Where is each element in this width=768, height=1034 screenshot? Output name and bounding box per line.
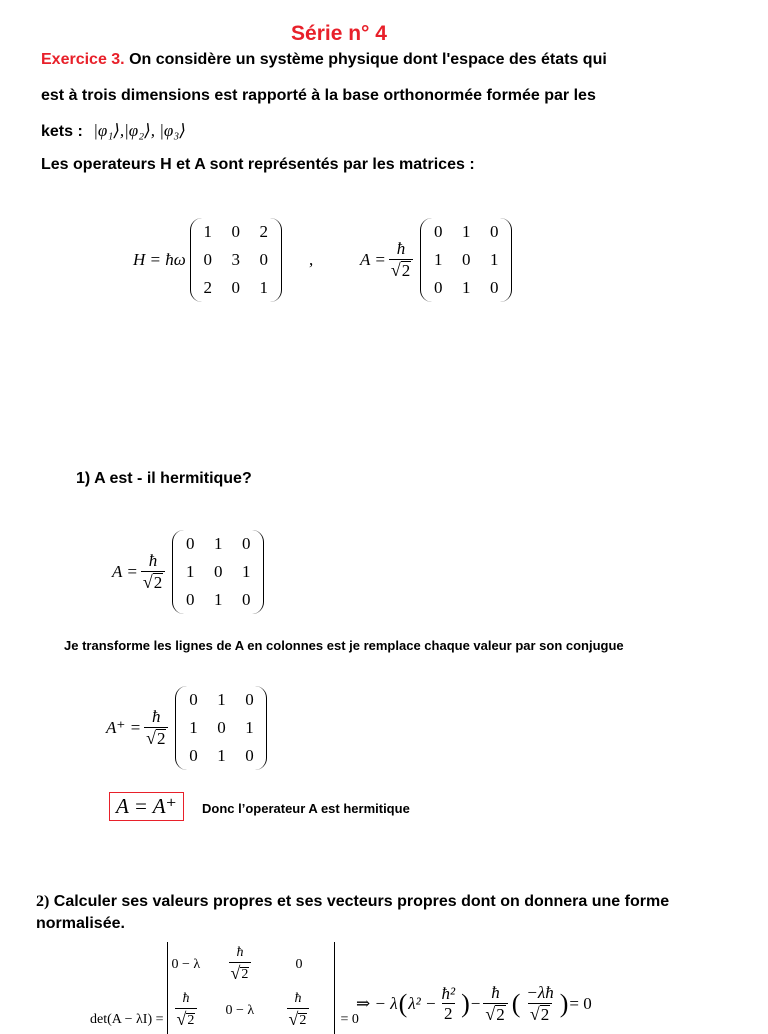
exercise-label: Exercice 3. bbox=[41, 51, 125, 68]
equation-A bbox=[360, 218, 512, 302]
question-1-title: 1) A est - il hermitique? bbox=[76, 470, 252, 487]
det-cell-fraction bbox=[229, 946, 252, 983]
matrix-cell: 0 bbox=[489, 222, 499, 241]
matrix-cell: 1 bbox=[433, 250, 443, 269]
matrix-cell: 0 bbox=[461, 250, 471, 269]
fraction bbox=[439, 985, 457, 1025]
matrix-cell: 0 bbox=[259, 250, 269, 269]
matrix-cell: 0 bbox=[245, 746, 254, 765]
det-cell: 0 − λ bbox=[171, 957, 201, 972]
fraction-numerator: ħ bbox=[491, 983, 500, 1002]
exercise-text-1: On considère un système physique dont l'espace des états qui bbox=[129, 51, 607, 68]
fraction bbox=[524, 984, 555, 1025]
equation-H bbox=[133, 218, 282, 302]
matrix-cell: 0 bbox=[189, 690, 198, 709]
matrix-cell: 1 bbox=[213, 590, 223, 609]
matrix-cell: 0 bbox=[213, 562, 223, 581]
fraction-numerator: ħ bbox=[294, 991, 302, 1007]
H-lhs: H = ħω bbox=[133, 250, 186, 269]
sqrt: √ 2 bbox=[288, 1009, 307, 1030]
fraction-denominator: 2 bbox=[444, 1004, 453, 1024]
hermitian-conclusion: Donc l’operateur A est hermitique bbox=[202, 801, 410, 816]
sqrt-argument: 2 bbox=[241, 967, 249, 983]
question-2-title bbox=[36, 893, 669, 911]
matrix-cell: 0 bbox=[185, 590, 195, 609]
lambda-squared: λ² − bbox=[408, 994, 437, 1014]
matrix-cell: 1 bbox=[203, 222, 213, 241]
matrix-cell: 0 bbox=[241, 590, 251, 609]
matrix-cell: 0 bbox=[433, 222, 443, 241]
sqrt: √ 2 bbox=[230, 963, 249, 984]
sqrt: √ 2 bbox=[142, 571, 163, 592]
transpose-note: Je transforme les lignes de A en colonnes est je remplace chaque valeur par son conjugue bbox=[64, 638, 624, 653]
matrix-cell: 1 bbox=[185, 562, 195, 581]
det-equals-zero: = 0 bbox=[340, 1012, 359, 1027]
matrices-intro: Les operateurs H et A sont représentés par les matrices : bbox=[41, 156, 475, 173]
matrix-cell: 2 bbox=[203, 278, 213, 297]
matrix-cell: 3 bbox=[231, 250, 241, 269]
matrix-cell: 2 bbox=[259, 222, 269, 241]
equals-zero: = 0 bbox=[569, 994, 592, 1014]
sqrt-argument: 2 bbox=[156, 728, 166, 748]
matrix-A-q1 bbox=[172, 530, 264, 614]
matrix-cell: 0 bbox=[433, 278, 443, 297]
question-2-text-1: Calculer ses valeurs propres et ses vecteurs propres dont on donnera une forme bbox=[53, 893, 670, 910]
matrix-cell: 0 bbox=[241, 534, 251, 553]
kets-label: kets : bbox=[41, 123, 83, 140]
implies-arrow: ⇒ − λ bbox=[356, 994, 398, 1014]
fraction-numerator: ħ² bbox=[441, 983, 456, 1003]
determinant-matrix bbox=[167, 942, 335, 1034]
question-2-text-2: normalisée. bbox=[36, 915, 125, 932]
matrix-cell: 1 bbox=[259, 278, 269, 297]
exercise-line-2: est à trois dimensions est rapporté à la base orthonormée formée par les bbox=[41, 87, 596, 104]
sqrt-argument: 2 bbox=[187, 1013, 195, 1029]
exercise-line-3 bbox=[41, 121, 186, 141]
separator bbox=[309, 250, 313, 270]
fraction bbox=[144, 708, 168, 749]
matrix-cell: 1 bbox=[489, 250, 499, 269]
matrix-cell: 0 bbox=[203, 250, 213, 269]
equation-A-dagger bbox=[106, 686, 267, 770]
matrix-cell: 1 bbox=[189, 718, 198, 737]
A-lhs: A = bbox=[360, 250, 386, 269]
sqrt-argument: 2 bbox=[299, 1013, 307, 1029]
matrix-cell: 1 bbox=[213, 534, 223, 553]
fraction-numerator: ħ bbox=[396, 238, 406, 258]
matrix-cell: 1 bbox=[217, 690, 226, 709]
page-title: Série n° 4 bbox=[291, 22, 387, 45]
matrix-A-dagger bbox=[175, 686, 267, 770]
sqrt: √ 2 bbox=[146, 727, 166, 748]
matrix-cell: 1 bbox=[461, 278, 471, 297]
matrix-cell: 0 bbox=[185, 534, 195, 553]
sqrt-argument: 2 bbox=[401, 260, 411, 280]
matrix-cell: 1 bbox=[217, 746, 226, 765]
A-lhs: A = bbox=[112, 562, 138, 581]
matrix-cell: 1 bbox=[241, 562, 251, 581]
fraction-numerator: −λħ bbox=[526, 983, 554, 1002]
det-cell: 0 − λ bbox=[225, 1003, 255, 1018]
det-cell: 0 bbox=[295, 957, 303, 972]
fraction-numerator: ħ bbox=[148, 550, 158, 570]
det-lhs: det(A − λI) = bbox=[90, 1012, 164, 1027]
sqrt-argument: 2 bbox=[540, 1004, 550, 1024]
sqrt: √ 2 bbox=[529, 1003, 550, 1024]
fraction bbox=[483, 984, 507, 1025]
matrix-cell: 0 bbox=[489, 278, 499, 297]
matrix-cell: 1 bbox=[245, 718, 254, 737]
kets-list: |φ₁⟩,|φ₂⟩, |φ₃⟩ bbox=[93, 121, 186, 140]
fraction-numerator: ħ bbox=[236, 945, 244, 961]
A-dagger-lhs: A⁺ = bbox=[106, 718, 142, 737]
fraction-numerator: ħ bbox=[152, 706, 161, 726]
question-2-number: 2) bbox=[36, 893, 50, 910]
equation-A-q1 bbox=[112, 530, 264, 614]
matrix-A bbox=[420, 218, 512, 302]
sqrt: √ 2 bbox=[390, 259, 411, 280]
exercise-line-1 bbox=[41, 51, 607, 69]
sqrt-argument: 2 bbox=[153, 572, 163, 592]
minus-sign: − bbox=[470, 994, 481, 1014]
fraction bbox=[141, 552, 165, 593]
separator-comma: , bbox=[309, 250, 314, 269]
matrix-cell: 0 bbox=[189, 746, 198, 765]
matrix-H bbox=[190, 218, 282, 302]
characteristic-equation: ⇒ − λ ( λ² − $\frac{\text{ħ²}}{2}$ ) − ħ √ 2 ( −λħ √ 2 ) = 0 bbox=[356, 983, 592, 1024]
fraction-numerator: ħ bbox=[182, 991, 190, 1007]
matrix-cell: 0 bbox=[245, 690, 254, 709]
matrix-cell: 1 bbox=[461, 222, 471, 241]
sqrt-argument: 2 bbox=[496, 1004, 505, 1024]
hermitian-result-box: A = A⁺ bbox=[109, 792, 184, 821]
sqrt: √ 2 bbox=[485, 1003, 505, 1024]
matrix-cell: 0 bbox=[231, 278, 241, 297]
matrix-cell: 0 bbox=[217, 718, 226, 737]
sqrt: √ 2 bbox=[176, 1009, 195, 1030]
determinant-equation bbox=[90, 942, 359, 1034]
fraction bbox=[389, 240, 413, 281]
matrix-cell: 0 bbox=[231, 222, 241, 241]
